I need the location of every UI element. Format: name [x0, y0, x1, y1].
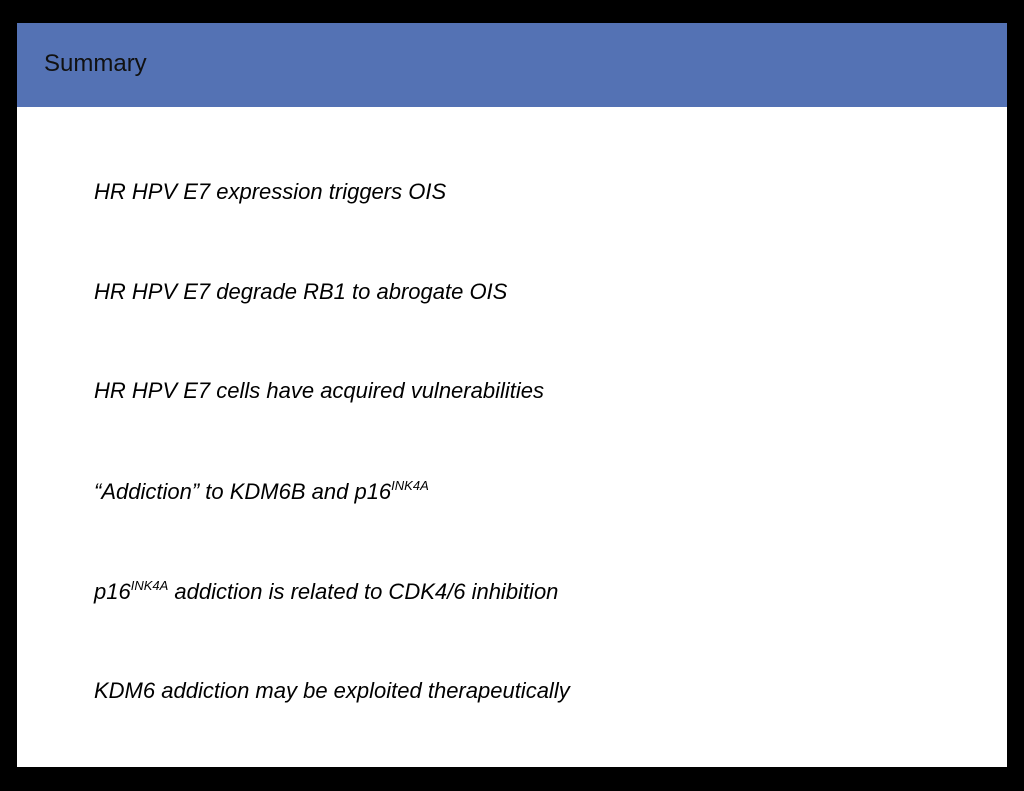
bullet-item	[94, 479, 429, 505]
bullet-text: “Addiction” to KDM6B and p16	[94, 479, 392, 504]
bullet-item: HR HPV E7 expression triggers OIS	[94, 179, 447, 204]
bullet-item: HR HPV E7 cells have acquired vulnerabilities	[94, 378, 544, 403]
bullet-item	[94, 579, 558, 605]
bullet-text-tail: addiction is related to CDK4/6 inhibition	[168, 579, 559, 604]
superscript-text: INK4A	[130, 578, 169, 593]
superscript-text: INK4A	[391, 478, 429, 493]
title-bar	[17, 23, 1007, 107]
bullet-text: p16	[94, 579, 131, 604]
bullet-item: HR HPV E7 degrade RB1 to abrogate OIS	[94, 279, 508, 304]
slide	[17, 23, 1007, 767]
bullet-item: KDM6 addiction may be exploited therapeutically	[94, 678, 570, 703]
slide-title: Summary	[44, 50, 147, 77]
